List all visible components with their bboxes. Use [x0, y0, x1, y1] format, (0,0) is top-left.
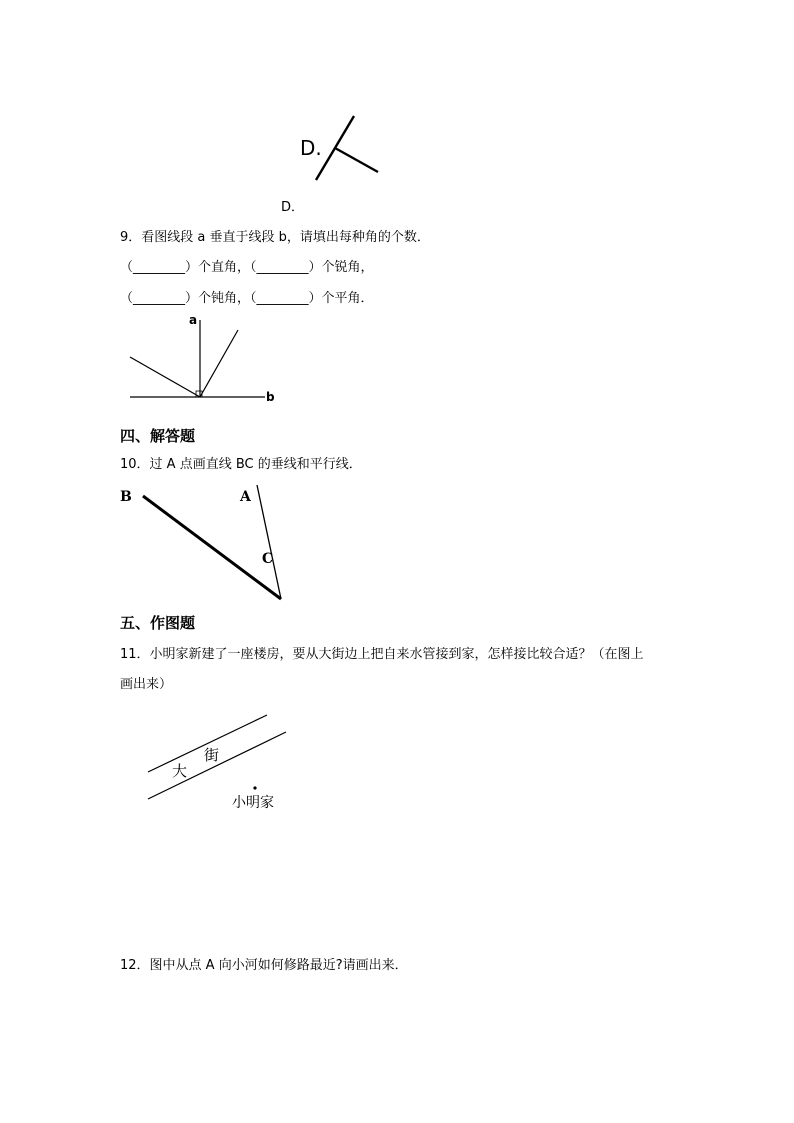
q9-figure: [130, 312, 290, 407]
q9-ray-right: [200, 330, 238, 397]
q10-line-BC: [143, 496, 281, 599]
q9-blanks-line2: （________）个钝角，（________）个平角．: [120, 291, 374, 306]
q10-figure: [118, 482, 298, 607]
q9-label-a: a: [189, 313, 198, 327]
section5-title: 五、作图题: [120, 614, 196, 632]
q10-label-A: A: [240, 489, 251, 505]
q9-ray-left: [130, 357, 200, 397]
q10-label-B: B: [120, 489, 132, 505]
section4-title: 四、解答题: [120, 427, 196, 445]
q11-home-point: [253, 786, 256, 789]
figure-d-label: D.: [300, 136, 322, 160]
q9-label-b: b: [266, 390, 275, 404]
q11-text-line2: 画出来）: [120, 677, 173, 692]
q9-blanks-line1: （________）个直角，（________）个锐角，: [120, 260, 374, 275]
q11-street-char2: 街: [204, 746, 220, 764]
q10-text: 10．过 A 点画直线 BC 的垂线和平行线．: [120, 457, 362, 472]
figure-d-drawing: [290, 110, 410, 200]
q10-line-AC: [257, 485, 281, 599]
q11-text-line1: 11．小明家新建了一座楼房，要从大街边上把自来水管接到家，怎样接比较合适？（在图上: [120, 647, 644, 662]
q11-figure: [140, 708, 320, 818]
q12-text: 12．图中从点 A 向小河如何修路最近?请画出来．: [120, 958, 408, 973]
q10-label-C: C: [262, 551, 274, 567]
q11-home-label: 小明家: [232, 795, 274, 811]
figure-d-line-short: [335, 148, 378, 172]
q9-text: 9．看图线段 a 垂直于线段 b，请填出每种角的个数．: [120, 230, 430, 245]
q11-street-char1: 大: [172, 762, 188, 780]
q11-street-edge-bottom: [148, 732, 286, 799]
option-d-label: D．: [281, 200, 305, 215]
